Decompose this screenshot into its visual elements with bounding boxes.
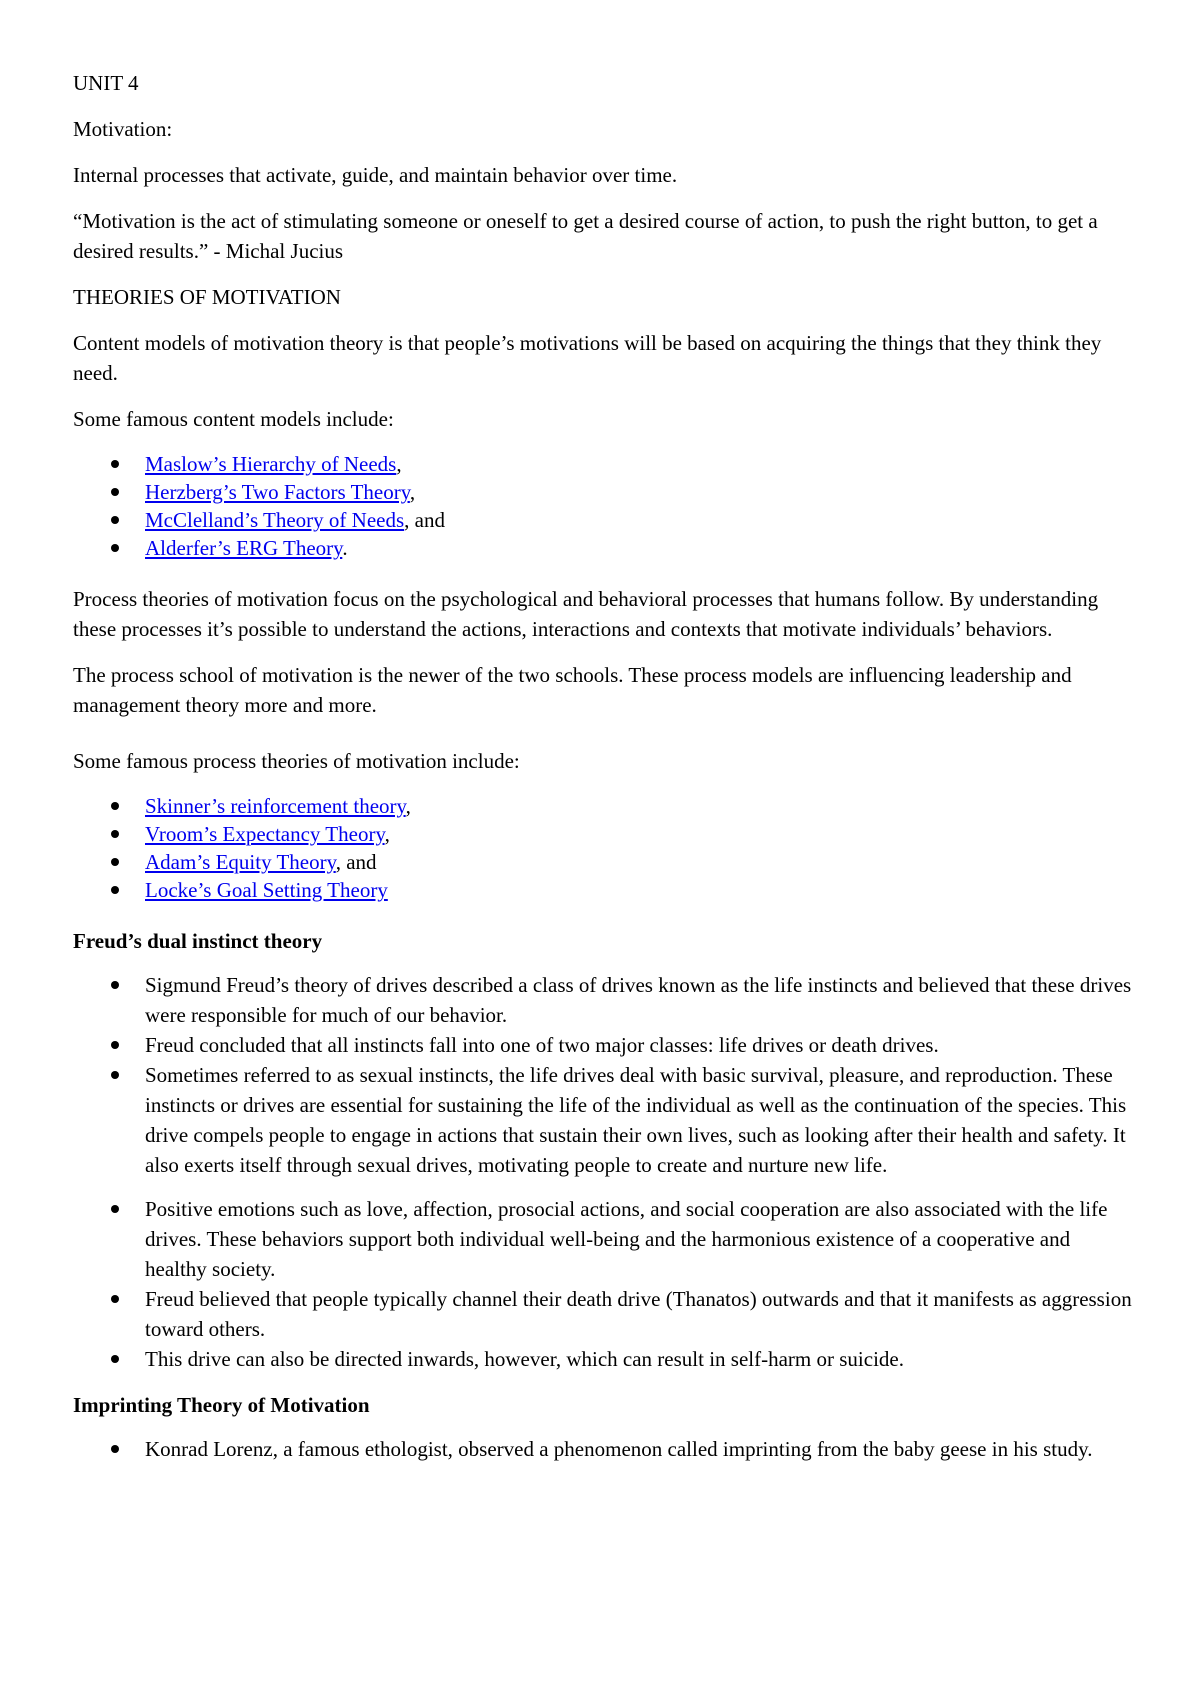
motivation-definition: Internal processes that activate, guide, and maintain behavior over time. <box>73 163 678 187</box>
document-page <box>73 68 1133 1480</box>
list-item-suffix: , and <box>404 508 445 532</box>
locke-link[interactable]: Locke’s Goal Setting Theory <box>145 878 388 902</box>
list-item: This drive can also be directed inwards, however, which can result in self-harm or suicide. <box>73 1344 1133 1374</box>
content-models-paragraph: Content models of motivation theory is that people’s motivations will be based on acquiring the things that they think they need. <box>73 331 1102 385</box>
list-item: Sigmund Freud’s theory of drives described a class of drives known as the life instincts and believed that these drives were responsible for much of our behavior. <box>73 970 1133 1030</box>
process-theories-list <box>73 792 1133 904</box>
freud-heading: Freud’s dual instinct theory <box>73 929 323 953</box>
theories-heading: THEORIES OF MOTIVATION <box>73 285 341 309</box>
list-item <box>73 450 1133 478</box>
skinner-link[interactable]: Skinner’s reinforcement theory <box>145 794 406 818</box>
list-item <box>73 792 1133 820</box>
list-item <box>73 820 1133 848</box>
list-item: Konrad Lorenz, a famous ethologist, observed a phenomenon called imprinting from the baby geese in his study. <box>73 1434 1133 1464</box>
list-item <box>73 478 1133 506</box>
list-item: Freud believed that people typically channel their death drive (Thanatos) outwards and that it manifests as aggression toward others. <box>73 1284 1133 1344</box>
imprinting-heading: Imprinting Theory of Motivation <box>73 1393 370 1417</box>
list-item: Sometimes referred to as sexual instincts, the life drives deal with basic survival, pleasure, and reproduction. These instincts or drives are essential for sustaining the life of the individual as well as the continuation of the species. This drive compels people to engage in actions that sustain their own lives, such as looking after their health and safety. It also exerts itself through sexual drives, motivating people to create and nurture new life. <box>73 1060 1133 1180</box>
content-models-intro: Some famous content models include: <box>73 407 394 431</box>
imprinting-points-list <box>73 1434 1133 1464</box>
list-item: Freud concluded that all instincts fall into one of two major classes: life drives or death drives. <box>73 1030 1133 1060</box>
herzberg-link[interactable]: Herzberg’s Two Factors Theory <box>145 480 410 504</box>
list-item <box>73 534 1133 562</box>
maslow-link[interactable]: Maslow’s Hierarchy of Needs <box>145 452 397 476</box>
process-theories-paragraph: Process theories of motivation focus on the psychological and behavioral processes that humans follow. By understanding these processes it’s possible to understand the actions, interactions and contexts that motivate individuals’ behaviors. <box>73 587 1099 641</box>
vroom-link[interactable]: Vroom’s Expectancy Theory <box>145 822 385 846</box>
list-item-suffix: . <box>342 536 348 560</box>
adam-link[interactable]: Adam’s Equity Theory <box>145 850 336 874</box>
process-theories-intro: Some famous process theories of motivation include: <box>73 749 520 773</box>
list-item <box>73 876 1133 904</box>
list-item <box>73 506 1133 534</box>
content-models-list <box>73 450 1133 562</box>
unit-title: UNIT 4 <box>73 71 139 95</box>
list-item-suffix: , <box>405 794 411 818</box>
list-item-suffix: , <box>396 452 402 476</box>
process-school-paragraph: The process school of motivation is the newer of the two schools. These process models are influencing leadership and management theory more and more. <box>73 663 1072 717</box>
list-item-suffix: , and <box>335 850 377 874</box>
motivation-label: Motivation: <box>73 117 173 141</box>
list-item: Positive emotions such as love, affection, prosocial actions, and social cooperation are also associated with the life drives. These behaviors support both individual well-being and the harmonious existence of a cooperative and healthy society. <box>73 1194 1133 1284</box>
list-item <box>73 848 1133 876</box>
alderfer-link[interactable]: Alderfer’s ERG Theory <box>145 536 343 560</box>
mcclelland-link[interactable]: McClelland’s Theory of Needs <box>145 508 405 532</box>
list-item-suffix: , <box>384 822 390 846</box>
freud-points-list <box>73 970 1133 1374</box>
motivation-quote: “Motivation is the act of stimulating someone or oneself to get a desired course of action, to push the right button, to get a desired results.” - Michal Jucius <box>73 209 1098 263</box>
list-item-suffix: , <box>409 480 416 504</box>
